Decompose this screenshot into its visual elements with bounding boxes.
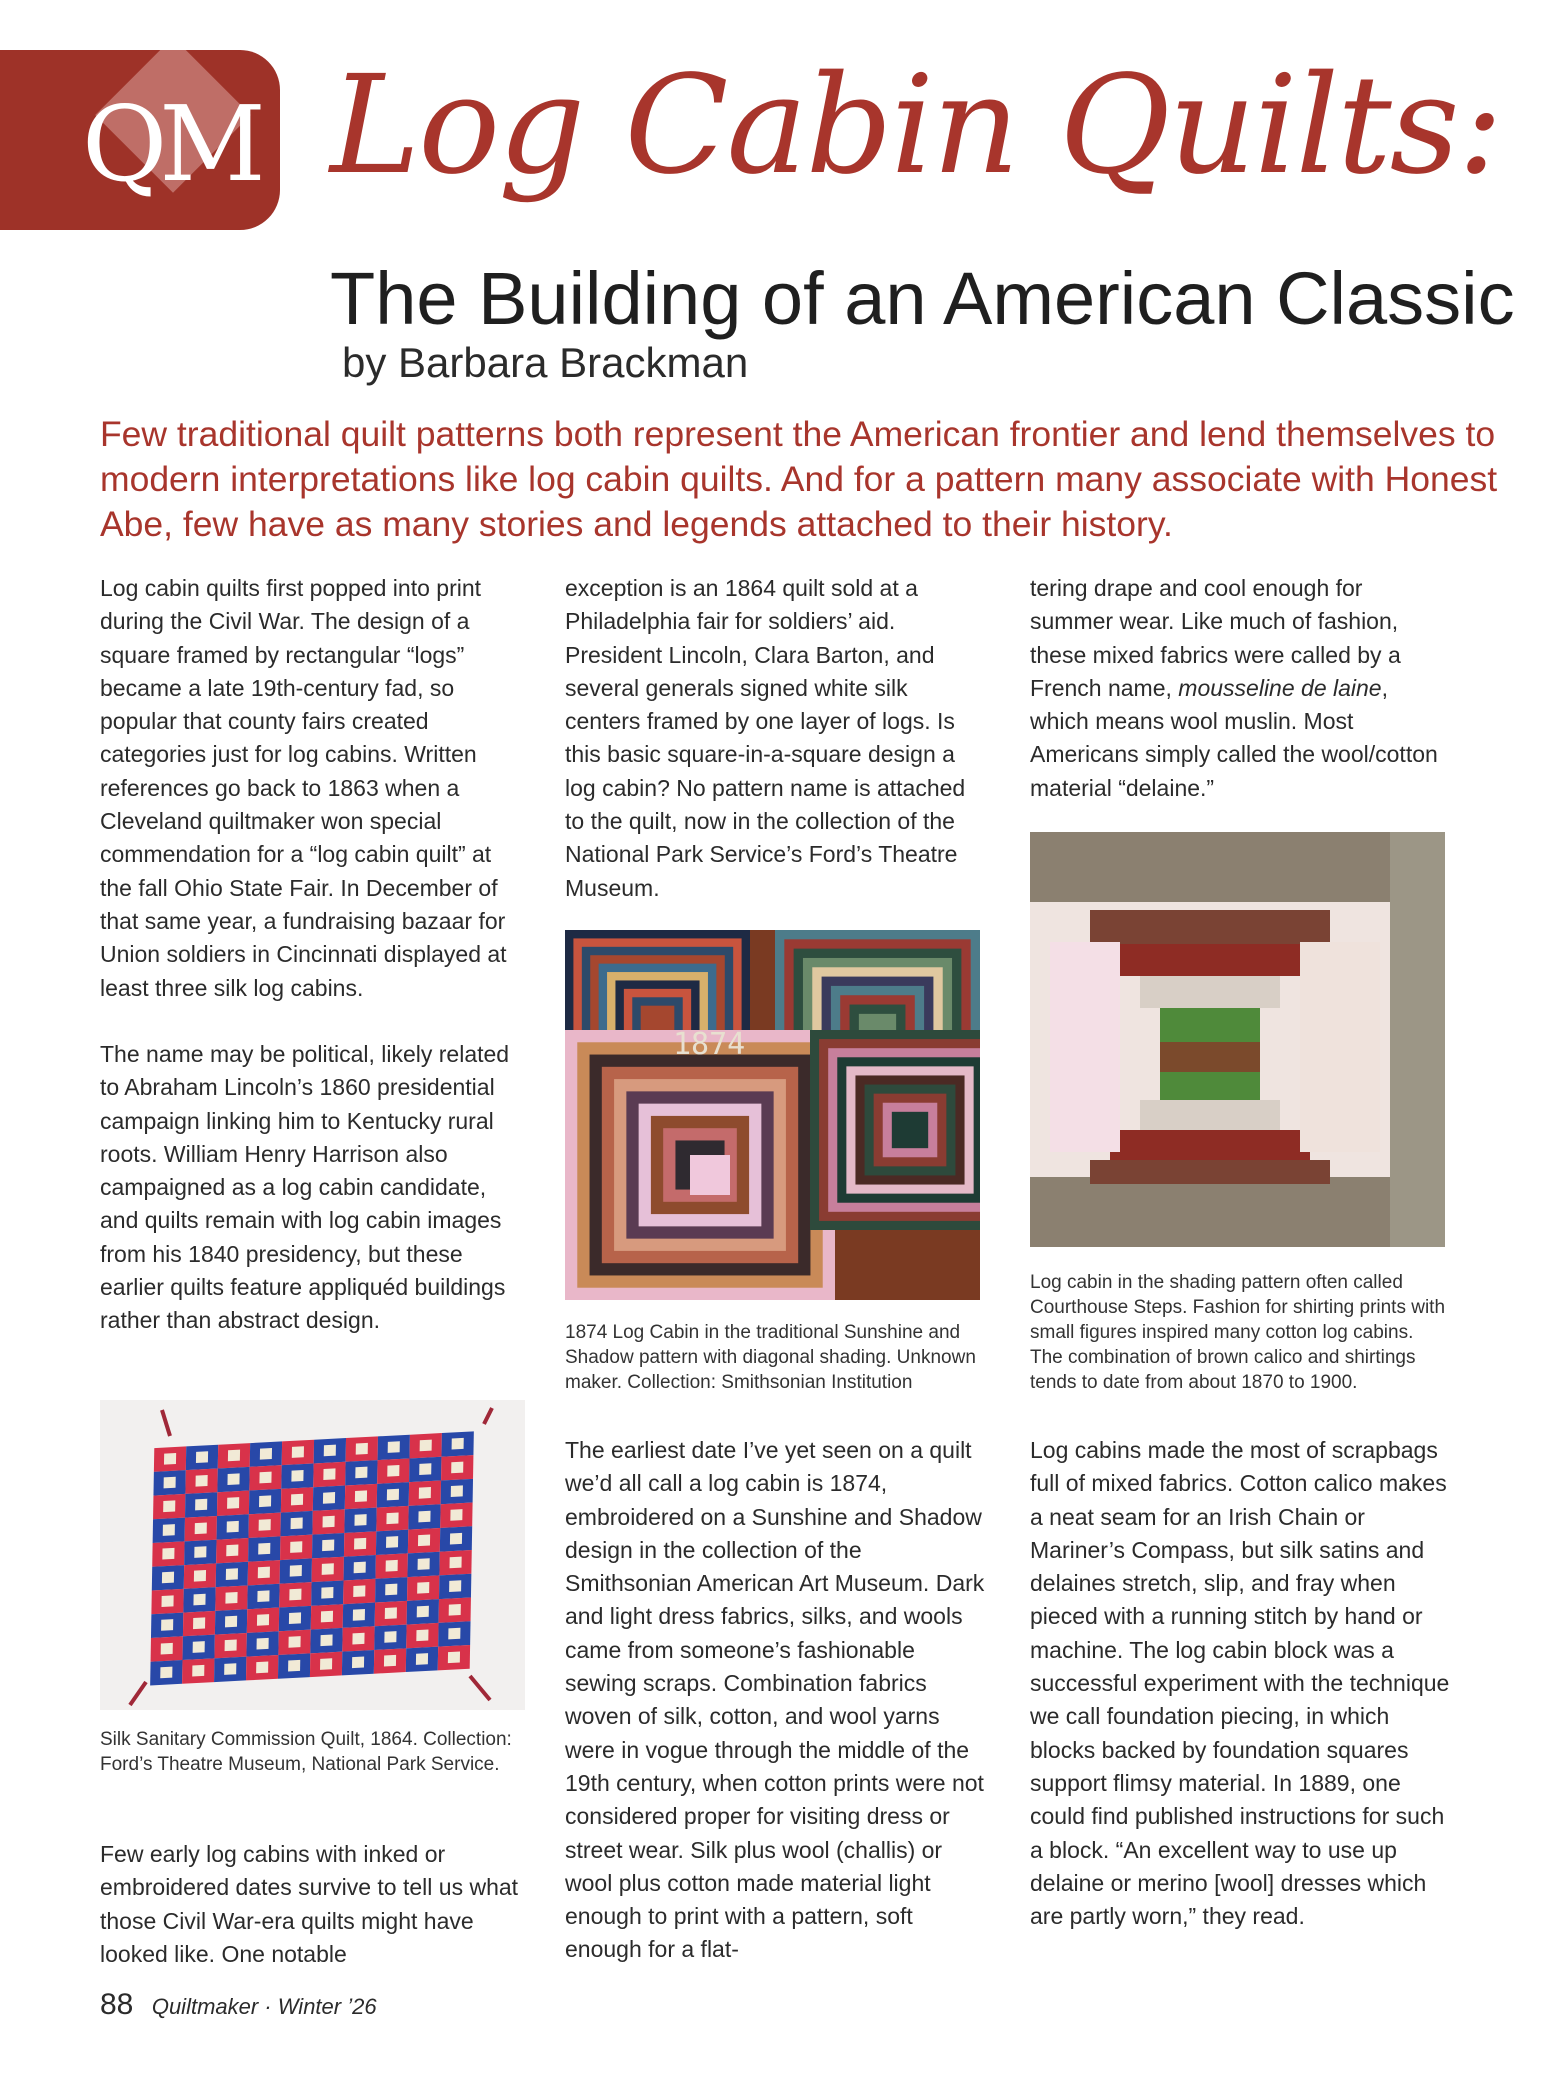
- quilt-center: [452, 1438, 464, 1450]
- page-title: Log Cabin Quilts:: [330, 47, 1502, 205]
- quilt-center: [323, 1516, 335, 1528]
- quilt-center: [225, 1639, 237, 1651]
- col3-paragraph-1-a: tering drape and cool enough for summer wear. Like much of fashion, these mixed fabrics were called by a French name,: [1030, 575, 1401, 701]
- quilt-center: [451, 1462, 463, 1474]
- embroidered-date: 1874: [673, 1027, 746, 1062]
- quilt-center: [289, 1612, 301, 1624]
- footer: [100, 1988, 377, 2022]
- quilt-center: [387, 1465, 399, 1477]
- quilt-center: [416, 1629, 428, 1641]
- quilt-center: [164, 1453, 176, 1465]
- checkerboard-quilt-image: [100, 1400, 525, 1710]
- tassel: [470, 1676, 490, 1700]
- courthouse-step: [1110, 1130, 1310, 1160]
- quilt-center: [323, 1468, 335, 1480]
- quilt-center: [352, 1657, 364, 1669]
- quilt-center: [226, 1568, 238, 1580]
- quilt-center: [321, 1611, 333, 1623]
- quilt-center: [450, 1557, 462, 1569]
- courthouse-step: [1090, 910, 1330, 944]
- quilt-center: [354, 1514, 366, 1526]
- quilt-center: [355, 1467, 367, 1479]
- quilt-center: [420, 1440, 432, 1452]
- quilt-center: [162, 1572, 174, 1584]
- quilt-center: [164, 1477, 176, 1489]
- courthouse-step: [1140, 1100, 1280, 1130]
- col2-paragraph-1: exception is an 1864 quilt sold at a Philadelphia fair for soldiers’ aid. President Lincoln, Clara Barton, and several generals signed white silk centers framed by one layer of logs. Is this basic square-in-a-square design a log cabin? No pattern name is attached to the quilt, now in the collection of the National Park Service’s Ford’s Theatre Museum.: [565, 575, 966, 901]
- quilt-center: [162, 1548, 174, 1560]
- sunshine-shadow-quilt-photo: [565, 930, 980, 1300]
- quilt-center: [194, 1570, 206, 1582]
- quilt-center: [451, 1485, 463, 1497]
- courthouse-step: [1160, 1072, 1260, 1100]
- col3-foreign-term: mousseline de laine: [1178, 674, 1382, 701]
- courthouse-step: [1160, 1042, 1260, 1072]
- courthouse-step: [1090, 1160, 1330, 1184]
- courthouse-steps-quilt-photo: [1030, 832, 1445, 1247]
- col1-paragraph-1: Log cabin quilts first popped into print during the Civil War. The design of a square framed by rectangular “logs” became a late 19th-century fad, so popular that county fairs created categories just for log cabins. Written references go back to 1863 when a Cleveland quiltmaker won special commendation for a “log cabin quilt” at the fall Ohio State Fair. In December of that same year, a fundraising bazaar for Union soldiers in Cincinnati displayed at least three silk log cabins.: [100, 575, 507, 1001]
- quilt-center: [388, 1441, 400, 1453]
- quilt-center: [226, 1545, 238, 1557]
- subtitle: The Building of an American Classic: [330, 257, 1515, 340]
- quilt-center: [385, 1607, 397, 1619]
- quilt-center: [448, 1628, 460, 1640]
- quilt-center: [259, 1472, 271, 1484]
- quilt-center: [416, 1653, 428, 1665]
- quilt-center: [160, 1667, 172, 1679]
- quilt-center: [193, 1617, 205, 1629]
- quilt-center: [353, 1585, 365, 1597]
- quilt-center: [387, 1489, 399, 1501]
- quilt-center: [322, 1563, 334, 1575]
- side-log: [1050, 942, 1120, 1152]
- side-log: [1300, 942, 1380, 1152]
- quilt-center: [163, 1500, 175, 1512]
- quilt-center: [193, 1594, 205, 1606]
- qm-logo-tab: [0, 50, 280, 230]
- quilt-center: [290, 1565, 302, 1577]
- quilt-center: [384, 1631, 396, 1643]
- lattice-border: [1030, 832, 1445, 902]
- quilt-center: [352, 1633, 364, 1645]
- quilt-center: [225, 1616, 237, 1628]
- courthouse-steps-image: [1030, 832, 1445, 1247]
- col1-caption: Silk Sanitary Commission Quilt, 1864. Collection: Ford’s Theatre Museum, National Park Service.: [100, 1729, 512, 1775]
- quilt-center: [225, 1592, 237, 1604]
- quilt-center: [161, 1643, 173, 1655]
- quilt-center: [418, 1558, 430, 1570]
- col3-paragraph-1-b: , which means wool muslin. Most Americans simply called the wool/cotton material “delaine.”: [1030, 674, 1438, 801]
- lede-paragraph: Few traditional quilt patterns both represent the American frontier and lend themselves to modern interpretations like log cabin quilts. And for a pattern many associate with Honest Abe, few have as many stories and legends attached to their history.: [100, 414, 1498, 544]
- quilt-center: [419, 1487, 431, 1499]
- quilt-center: [449, 1604, 461, 1616]
- quilt-center: [356, 1443, 368, 1455]
- col3-caption: Log cabin in the shading pattern often called Courthouse Steps. Fashion for shirting prints with small figures inspired many cotton log cabins. The combination of brown calico and shirtings tends to date from about 1870 to 1900.: [1030, 1272, 1446, 1393]
- quilt-center: [355, 1490, 367, 1502]
- lattice-border: [1030, 1177, 1445, 1247]
- quilt-center: [257, 1614, 269, 1626]
- quilt-center: [418, 1511, 430, 1523]
- quilt-center: [449, 1580, 461, 1592]
- quilt-center: [354, 1538, 366, 1550]
- quilt-center: [260, 1448, 272, 1460]
- quilt-center: [289, 1589, 301, 1601]
- quilt-center: [161, 1595, 173, 1607]
- byline: by Barbara Brackman: [342, 339, 749, 386]
- quilt-center: [292, 1446, 304, 1458]
- page-number: 88: [100, 1988, 134, 2021]
- courthouse-step: [1160, 1008, 1260, 1042]
- courthouse-step: [1140, 976, 1280, 1008]
- quilt-center: [258, 1543, 270, 1555]
- quilt-center: [227, 1521, 239, 1533]
- quilt-center: [259, 1519, 271, 1531]
- quilt-center: [195, 1499, 207, 1511]
- quilt-center: [196, 1451, 208, 1463]
- quilt-center: [384, 1655, 396, 1667]
- quilt-center: [194, 1546, 206, 1558]
- quilt-center: [291, 1517, 303, 1529]
- quilt-center: [417, 1582, 429, 1594]
- quilt-center: [324, 1445, 336, 1457]
- quilt-center: [288, 1660, 300, 1672]
- quilt-center: [227, 1473, 239, 1485]
- quilt-center: [353, 1609, 365, 1621]
- quilt-center: [323, 1492, 335, 1504]
- quilt-center: [256, 1662, 268, 1674]
- tassel: [162, 1410, 170, 1436]
- quilt-center: [196, 1475, 208, 1487]
- quilt-center: [320, 1634, 332, 1646]
- quilt-center: [320, 1658, 332, 1670]
- quilt-center: [448, 1652, 460, 1664]
- quilt-center: [290, 1541, 302, 1553]
- quilt-center: [288, 1636, 300, 1648]
- quilt-center: [163, 1524, 175, 1536]
- quilt-center: [193, 1641, 205, 1653]
- quilt-center: [259, 1495, 271, 1507]
- quilt-center: [386, 1512, 398, 1524]
- log-strip: [892, 1112, 928, 1148]
- col3-paragraph-2: Log cabins made the most of scrapbags full of mixed fabrics. Cotton calico makes a neat seam for an Irish Chain or Mariner’s Compass, but silk satins and delaines stretch, slip, and fray when pieced with a running stitch by hand or machine. The log cabin block was a successful experiment with the technique we call foundation piecing, in which blocks backed by foundation squares support flimsy material. In 1889, one could find published instructions for such a block. “An excellent way to use up delaine or merino [wool] dresses which are partly worn,” they read.: [1030, 1437, 1450, 1930]
- quilt-center: [291, 1470, 303, 1482]
- quilt-center: [321, 1587, 333, 1599]
- quilt-center: [322, 1540, 334, 1552]
- quilt-center: [227, 1497, 239, 1509]
- quilt-body: [150, 1431, 474, 1685]
- col2-caption: 1874 Log Cabin in the traditional Sunshine and Shadow pattern with diagonal shading. Unknown maker. Collection: Smithsonian Institution: [565, 1322, 976, 1393]
- quilt-center: [386, 1560, 398, 1572]
- quilt-center: [385, 1584, 397, 1596]
- quilt-center: [192, 1665, 204, 1677]
- lattice-border: [1390, 832, 1445, 1247]
- col1-paragraph-2: The name may be political, likely related to Abraham Lincoln’s 1860 presidential campaign linking him to Kentucky rural roots. William Henry Harrison also campaigned as a log cabin candidate, and quilts remain with log cabin images from his 1840 presidency, but these earlier quilts feature appliquéd buildings rather than abstract design.: [100, 1041, 510, 1334]
- quilt-center: [228, 1450, 240, 1462]
- quilt-center: [418, 1535, 430, 1547]
- quilt-center: [161, 1619, 173, 1631]
- quilt-center: [417, 1606, 429, 1618]
- tassel: [484, 1408, 492, 1424]
- quilt-center: [354, 1562, 366, 1574]
- col1-paragraph-3: Few early log cabins with inked or embroidered dates survive to tell us what those Civil War-era quilts might have looked like. One notable: [100, 1841, 519, 1967]
- tassel: [130, 1682, 146, 1705]
- quilt-center: [195, 1522, 207, 1534]
- quilt-center: [450, 1509, 462, 1521]
- quilt-center: [291, 1494, 303, 1506]
- center-square: [690, 1155, 730, 1195]
- quilt-center: [224, 1663, 236, 1675]
- log-cabin-quilt-image: [565, 930, 980, 1300]
- quilt-center: [386, 1536, 398, 1548]
- col3-paragraph-1: [1030, 572, 1450, 805]
- quilt-center: [257, 1590, 269, 1602]
- quilt-center: [450, 1533, 462, 1545]
- magazine-issue: Quiltmaker · Winter ’26: [151, 1994, 377, 2019]
- qm-logo: QM: [82, 83, 258, 205]
- courthouse-step: [1110, 944, 1310, 976]
- quilt-center: [257, 1638, 269, 1650]
- col2-paragraph-2: The earliest date I’ve yet seen on a quilt we’d all call a log cabin is 1874, embroidered on a Sunshine and Shadow design in the collection of the Smithsonian American Art Museum. Dark and light dress fabrics, silks, and wools came from someone’s fashionable sewing scraps. Combination fabrics woven of silk, cotton, and wool yarns were in vogue through the middle of the 19th century, when cotton prints were not considered proper for visiting dress or street wear. Silk plus wool (challis) or wool plus cotton made material light enough to print with a pattern, soft enough for a flat-: [565, 1437, 985, 1963]
- sanitary-quilt-photo: [100, 1400, 525, 1710]
- quilt-center: [258, 1567, 270, 1579]
- quilt-center: [419, 1463, 431, 1475]
